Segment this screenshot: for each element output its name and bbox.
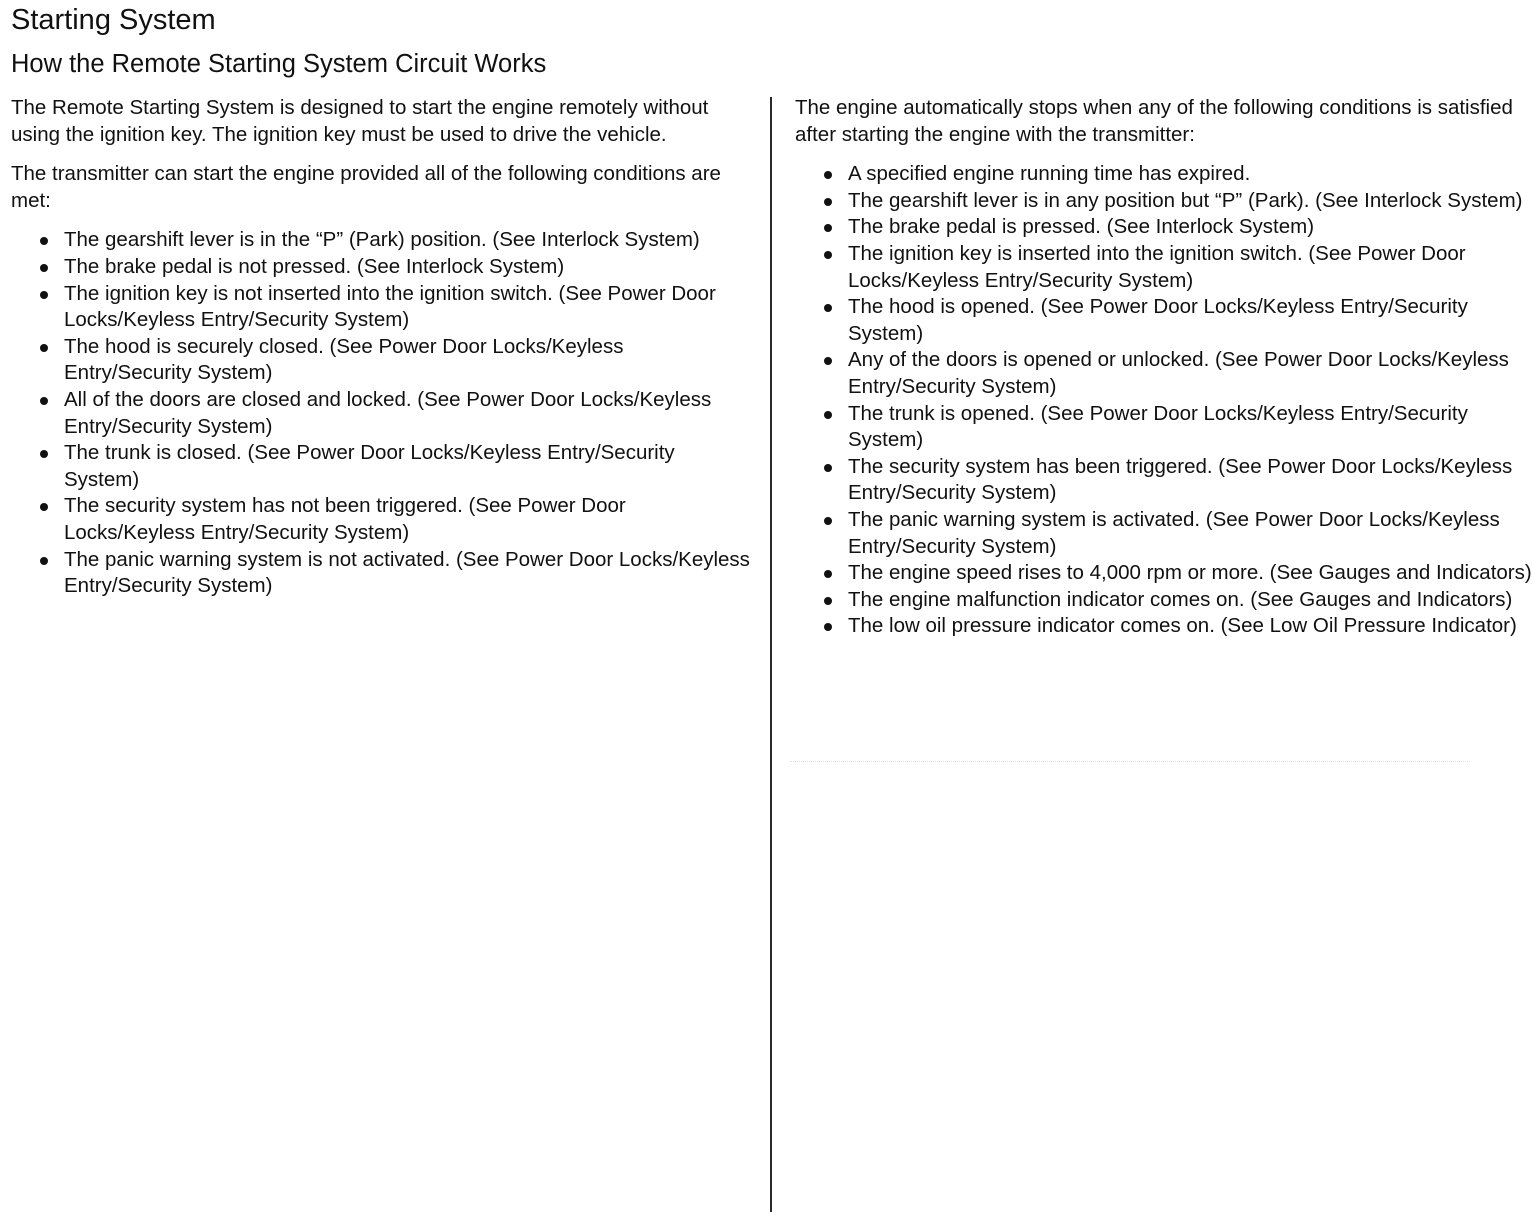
list-item: [795, 587, 1533, 614]
bullet-icon: [824, 597, 832, 605]
list-item: [795, 188, 1533, 215]
bullet-icon: [40, 557, 48, 565]
bullet-icon: [824, 623, 832, 631]
bullet-icon: [40, 291, 48, 299]
start-conditions-list: [11, 227, 753, 599]
list-item: [795, 161, 1533, 188]
bullet-icon: [824, 570, 832, 578]
list-item: [11, 387, 753, 440]
list-item: [11, 281, 753, 334]
list-item-text: The trunk is opened. (See Power Door Locks/Keyless Entry/Security System): [848, 401, 1468, 452]
list-item: [11, 440, 753, 493]
section-title: How the Remote Starting System Circuit Works: [11, 50, 547, 78]
list-item: [11, 547, 753, 600]
list-item-text: The hood is opened. (See Power Door Locks/Keyless Entry/Security System): [848, 295, 1468, 345]
list-item-text: A specified engine running time has expired.: [848, 162, 1251, 186]
list-item: [795, 294, 1533, 347]
column-divider: [770, 97, 772, 1212]
bullet-icon: [824, 464, 832, 472]
bullet-icon: [824, 357, 832, 365]
faint-separator-line: [790, 761, 1470, 763]
list-item-text: The panic warning system is activated. (See Power Door Locks/Keyless Entry/Security System): [848, 507, 1500, 558]
right-column: [795, 95, 1533, 640]
bullet-icon: [40, 344, 48, 352]
list-item-text: The engine malfunction indicator comes on. (See Gauges and Indicators): [848, 587, 1513, 611]
page-title: Starting System: [11, 4, 216, 36]
list-item-text: The engine speed rises to 4,000 rpm or more. (See Gauges and Indicators): [848, 561, 1532, 585]
left-column: [11, 95, 753, 600]
bullet-icon: [40, 450, 48, 458]
list-item: [11, 227, 753, 254]
list-item-text: The trunk is closed. (See Power Door Locks/Keyless Entry/Security System): [64, 441, 675, 491]
list-item-text: Any of the doors is opened or unlocked. (See Power Door Locks/Keyless Entry/Security System): [848, 348, 1509, 398]
list-item: [795, 241, 1533, 294]
bullet-icon: [40, 503, 48, 511]
list-item-text: The ignition key is inserted into the ignition switch. (See Power Door Locks/Keyless Entry/Security System): [848, 241, 1466, 292]
list-item-text: The brake pedal is pressed. (See Interlock System): [848, 215, 1315, 239]
bullet-icon: [824, 304, 832, 312]
bullet-icon: [824, 198, 832, 206]
list-item: [11, 334, 753, 387]
bullet-icon: [40, 264, 48, 272]
list-item-text: The gearshift lever is in any position but “P” (Park). (See Interlock System): [848, 188, 1523, 212]
bullet-icon: [824, 224, 832, 232]
list-item: [11, 254, 753, 281]
list-item-text: The ignition key is not inserted into the ignition switch. (See Power Door Locks/Keyless Entry/Security System): [64, 281, 716, 332]
list-item-text: The low oil pressure indicator comes on. (See Low Oil Pressure Indicator): [848, 614, 1517, 638]
list-item-text: The security system has not been triggered. (See Power Door Locks/Keyless Entry/Security System): [64, 494, 626, 544]
bullet-icon: [824, 411, 832, 419]
stop-conditions-intro: The engine automatically stops when any of the following conditions is satisfied after starting the engine with the transmitter:: [795, 96, 1513, 146]
stop-conditions-list: [795, 161, 1533, 640]
list-item-text: The gearshift lever is in the “P” (Park) position. (See Interlock System): [64, 228, 700, 252]
list-item-text: The panic warning system is not activated. (See Power Door Locks/Keyless Entry/Security System): [64, 547, 750, 598]
bullet-icon: [824, 517, 832, 525]
list-item: [795, 454, 1533, 507]
list-item-text: The hood is securely closed. (See Power Door Locks/Keyless Entry/Security System): [64, 334, 624, 385]
list-item: [795, 560, 1533, 587]
list-item: [795, 347, 1533, 400]
bullet-icon: [40, 237, 48, 245]
list-item: [795, 507, 1533, 560]
bullet-icon: [40, 397, 48, 405]
bullet-icon: [824, 171, 832, 179]
list-item: [11, 493, 753, 546]
list-item-text: The brake pedal is not pressed. (See Interlock System): [64, 254, 565, 278]
list-item-text: All of the doors are closed and locked. (See Power Door Locks/Keyless Entry/Security System): [64, 387, 712, 438]
list-item-text: The security system has been triggered. (See Power Door Locks/Keyless Entry/Security System): [848, 454, 1513, 505]
list-item: [795, 214, 1533, 241]
start-conditions-intro: The transmitter can start the engine provided all of the following conditions are met:: [11, 162, 721, 212]
list-item: [795, 613, 1533, 640]
list-item: [795, 401, 1533, 454]
bullet-icon: [824, 251, 832, 259]
intro-paragraph: The Remote Starting System is designed to start the engine remotely without using the ignition key. The ignition key must be used to drive the vehicle.: [11, 96, 709, 146]
